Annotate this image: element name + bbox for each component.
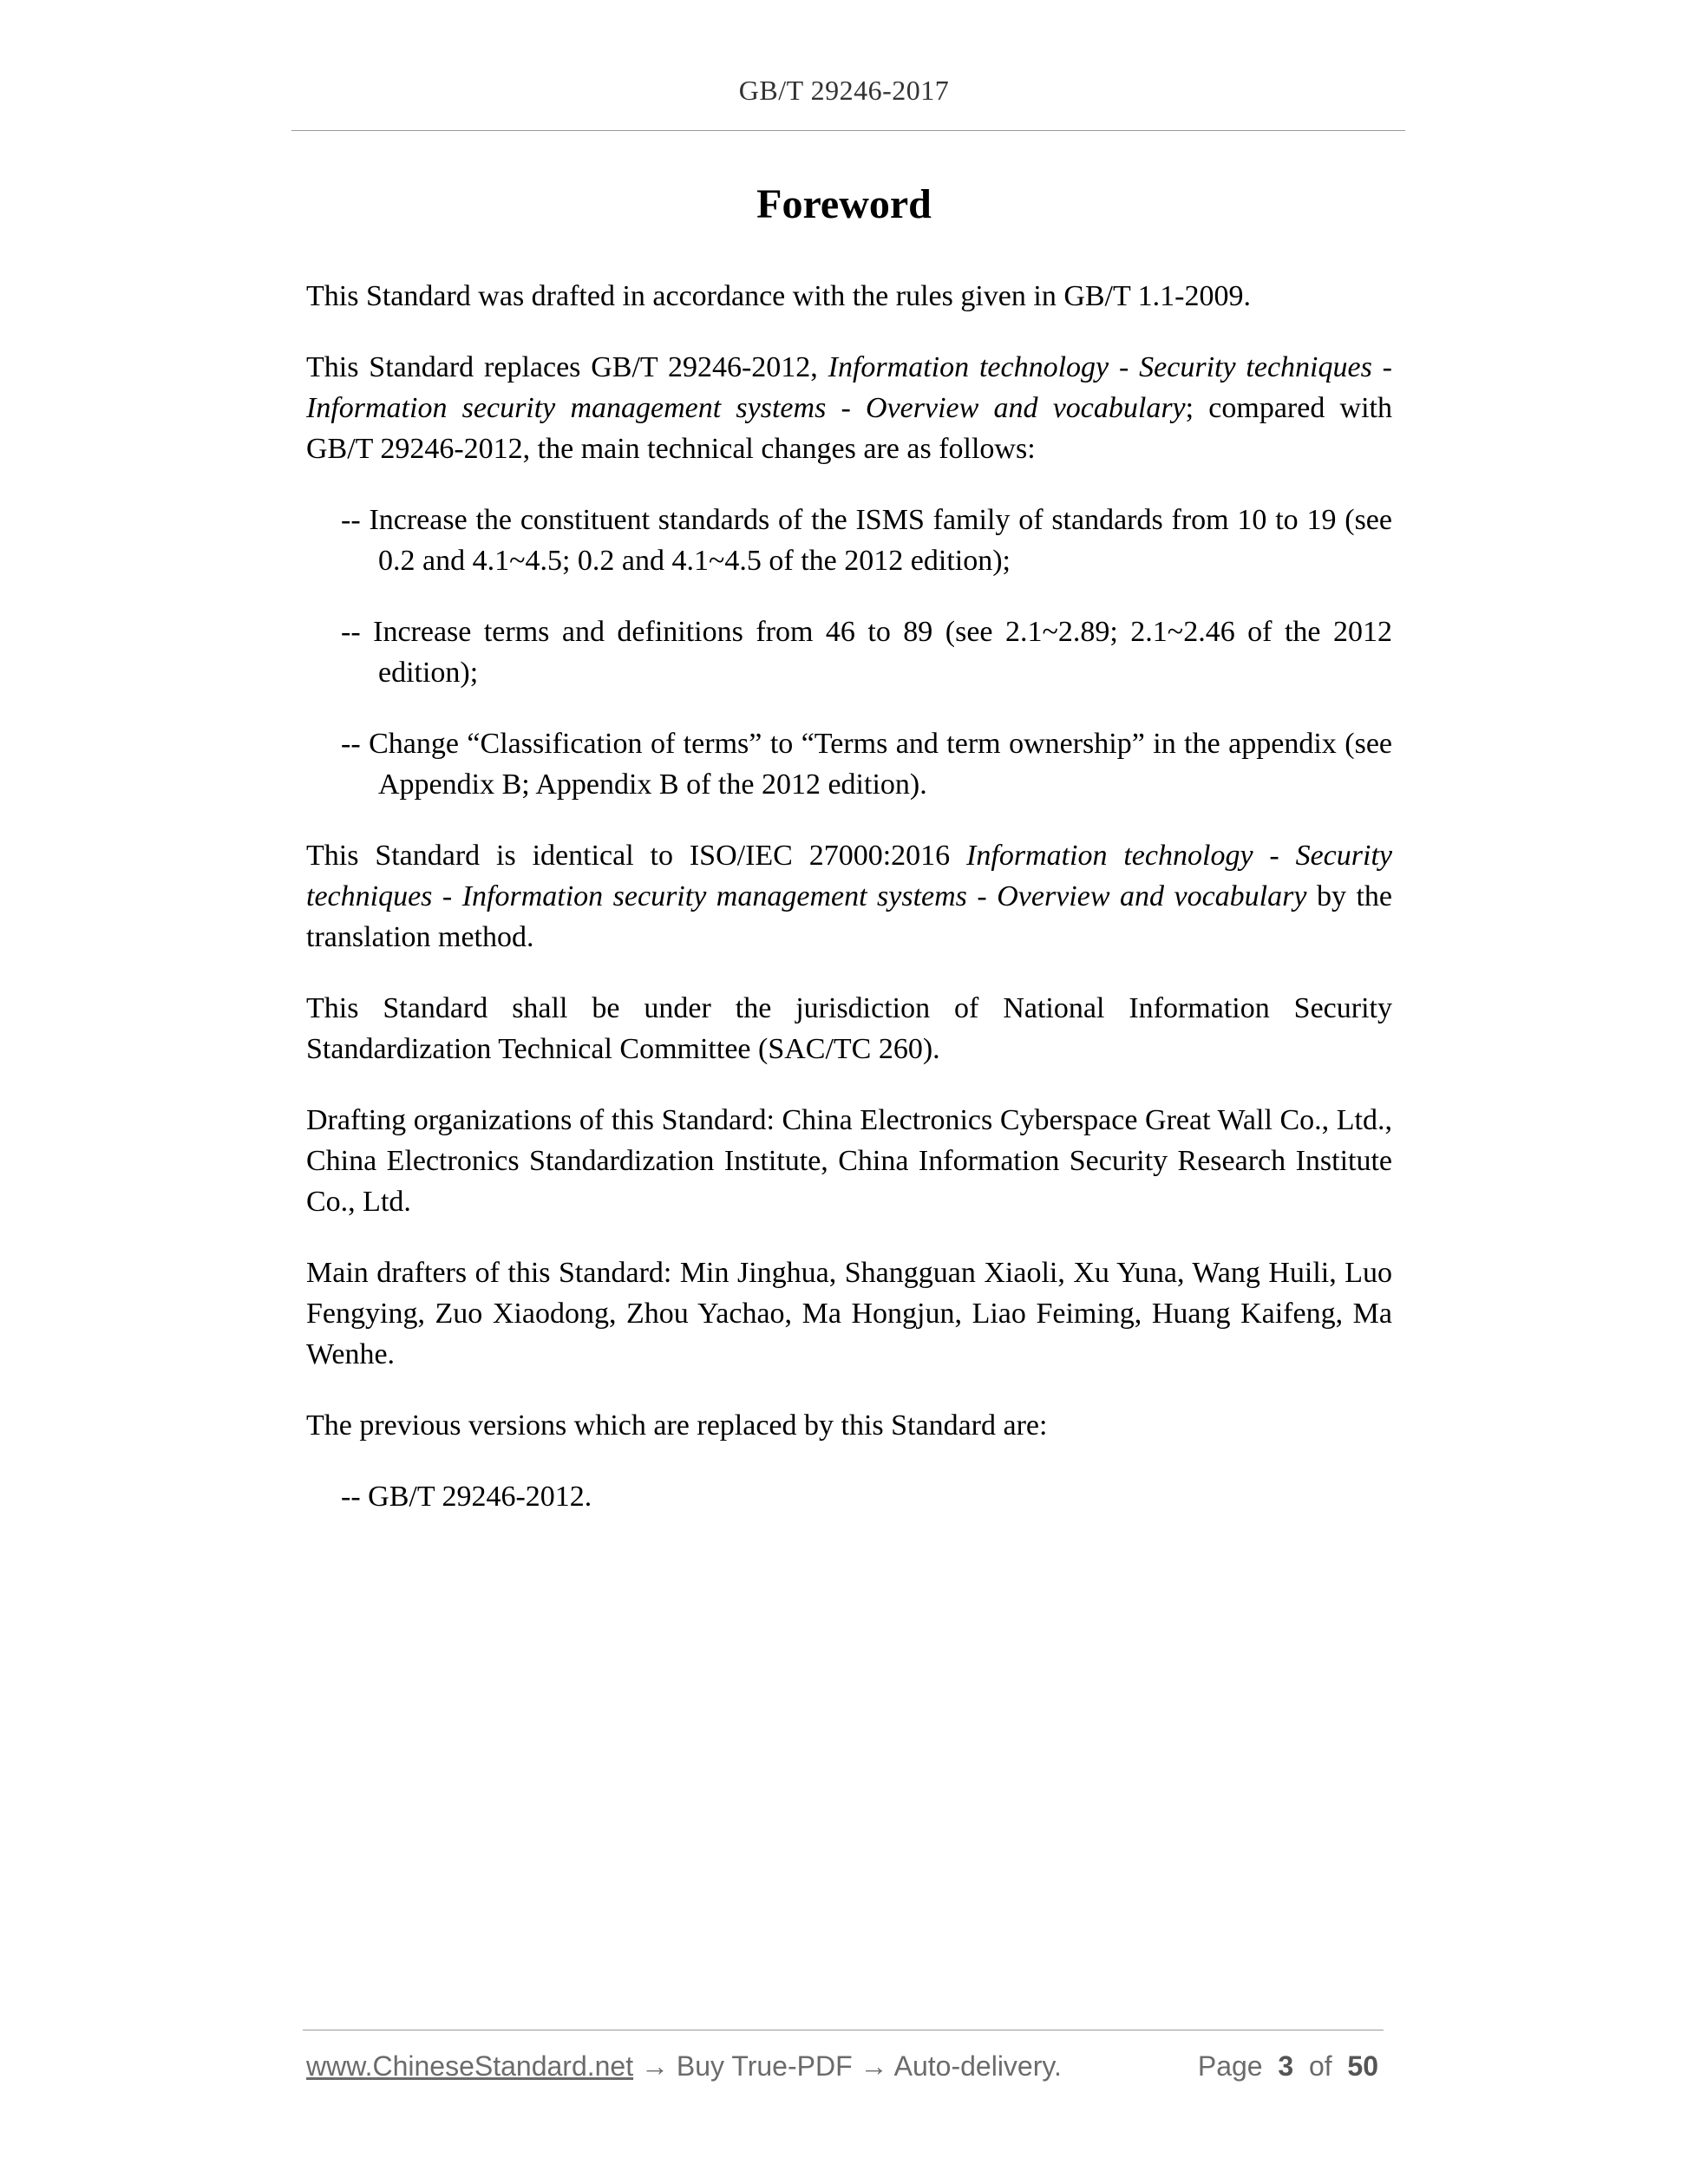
footer-promo bbox=[306, 2050, 1062, 2083]
paragraph-drafting-rules: This Standard was drafted in accordance with the rules given in GB/T 1.1-2009. bbox=[306, 280, 1251, 312]
of-label: of bbox=[1308, 2050, 1332, 2082]
text-run: by the translation method. bbox=[306, 880, 1392, 953]
paragraph-replaces bbox=[306, 347, 1392, 469]
paragraph-previous-versions: The previous versions which are replaced by this Standard are: bbox=[306, 1409, 1048, 1442]
page-title: Foreword bbox=[756, 181, 932, 227]
text-run: ; compared with GB/T 29246-2012, the main technical changes are as follows: bbox=[306, 392, 1392, 465]
text-run: This Standard is identical to ISO/IEC 27000:2016 bbox=[306, 840, 967, 872]
list-item-previous-version: -- GB/T 29246-2012. bbox=[341, 1481, 592, 1513]
paragraph-jurisdiction: This Standard shall be under the jurisdiction of National Information Security Standardization Technical Committee (SAC/TC 260). bbox=[306, 992, 1392, 1065]
paragraph-main-drafters: Main drafters of this Standard: Min Jinghua, Shangguan Xiaoli, Xu Yuna, Wang Huili, Luo Fengying, Zuo Xiaodong, Zhou Yachao, Ma Hongjun, Liao Feiming, Huang Kaifeng, Ma Wenhe. bbox=[306, 1257, 1392, 1370]
document-body bbox=[306, 276, 1392, 1517]
website-link[interactable]: www.ChineseStandard.net bbox=[306, 2050, 634, 2082]
text-run: This Standard replaces GB/T 29246-2012, bbox=[306, 351, 828, 383]
list-item-change-2: -- Increase terms and definitions from 46 to 89 (see 2.1~2.89; 2.1~2.46 of the 2012 edition); bbox=[341, 616, 1392, 689]
paragraph-drafting-organizations: Drafting organizations of this Standard: China Electronics Cyberspace Great Wall Co., Ltd., China Electronics Standardization Institute, China Information Security Research Institute Co., Ltd. bbox=[306, 1104, 1392, 1218]
page-counter bbox=[1198, 2050, 1378, 2083]
page-label: Page bbox=[1197, 2050, 1263, 2082]
running-header: GB/T 29246-2017 bbox=[738, 75, 950, 106]
header-divider bbox=[291, 130, 1405, 131]
paragraph-identical bbox=[306, 835, 1392, 958]
italic-title: Information technology - Security techniques - Information security management systems - Overview and vocabulary bbox=[306, 351, 1392, 424]
total-pages-number: 50 bbox=[1347, 2050, 1378, 2082]
footer-promo-text: → Buy True-PDF → Auto-delivery. bbox=[633, 2050, 1062, 2082]
current-page-number: 3 bbox=[1278, 2050, 1294, 2082]
italic-title: Information technology - Security techniques - Information security management systems - Overview and vocabulary bbox=[306, 840, 1392, 912]
list-item-change-1: -- Increase the constituent standards of the ISMS family of standards from 10 to 19 (see 0.2 and 4.1~4.5; 0.2 and 4.1~4.5 of the 2012 edition); bbox=[341, 504, 1392, 577]
list-item-change-3: -- Change “Classification of terms” to “Terms and term ownership” in the appendix (see Appendix B; Appendix B of the 2012 edition). bbox=[341, 728, 1392, 801]
